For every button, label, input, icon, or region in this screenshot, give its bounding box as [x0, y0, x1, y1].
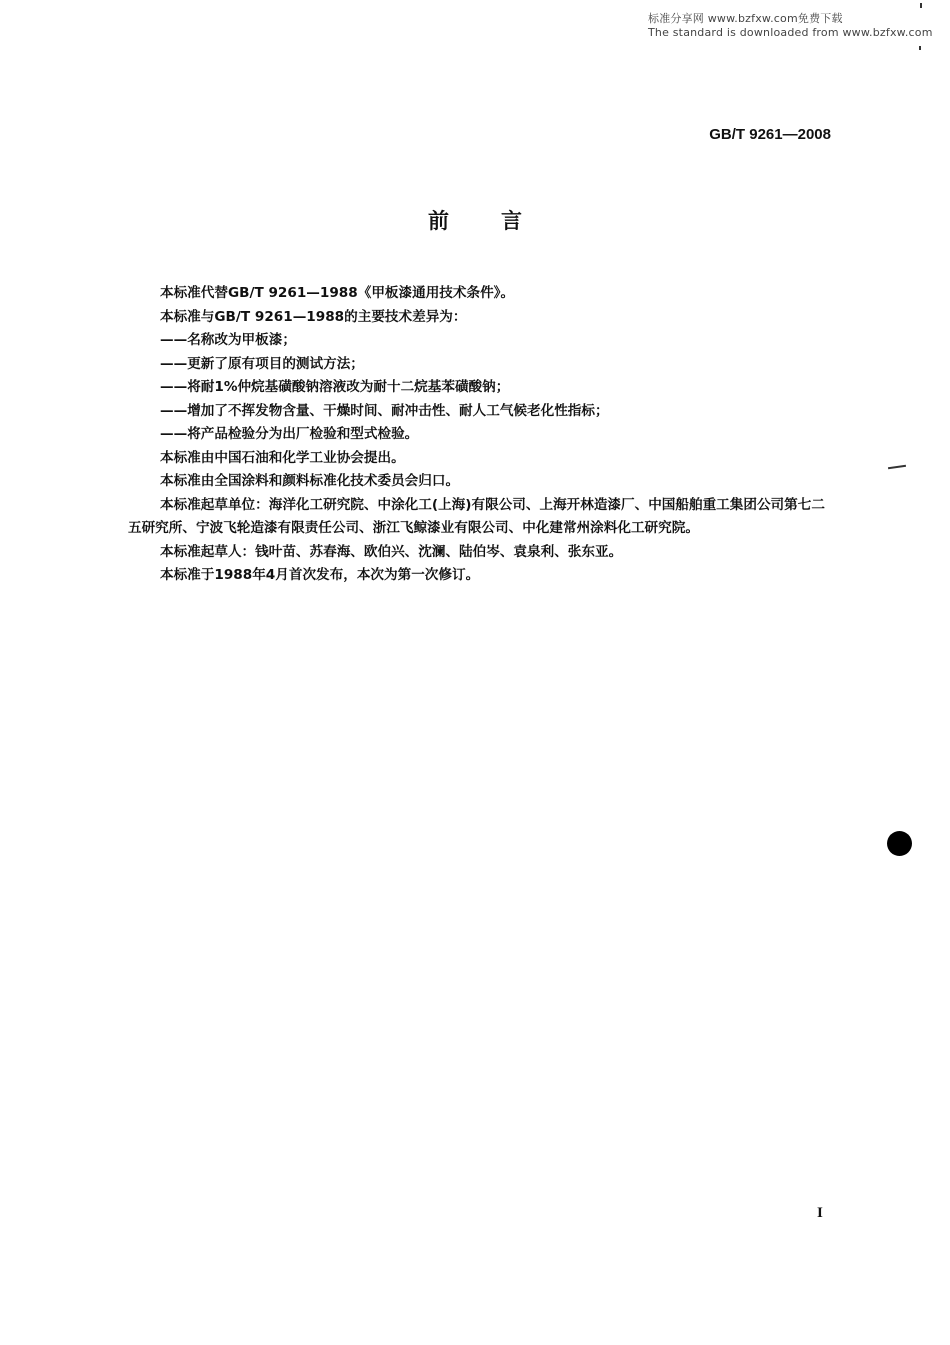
scan-edge-mark: [888, 465, 906, 469]
list-item-test-methods: ——更新了原有项目的测试方法；: [160, 355, 364, 372]
page-number: I: [817, 1205, 823, 1221]
paragraph-centralized-by: 本标准由全国涂料和颜料标准化技术委员会归口。: [160, 473, 460, 489]
scan-dot-mark: [887, 831, 912, 856]
list-item-inspection: ——将产品检验分为出厂检验和型式检验。: [160, 426, 419, 442]
scan-corner-mark: [920, 3, 922, 8]
watermark: [648, 12, 933, 40]
watermark-line-2: The standard is downloaded from www.bzfxw.com: [648, 26, 933, 39]
paragraph-replaces: 本标准代替GB/T 9261—1988《甲板漆通用技术条件》。: [160, 285, 515, 301]
paragraph-differences-intro: 本标准与GB/T 9261—1988的主要技术差异为：: [160, 308, 467, 325]
paragraph-proposed-by: 本标准由中国石油和化学工业协会提出。: [160, 449, 405, 466]
list-item-resistance-change: ——将耐1%仲烷基磺酸钠溶液改为耐十二烷基苯磺酸钠；: [160, 379, 510, 395]
list-item-name-change: ——名称改为甲板漆；: [160, 332, 296, 348]
list-item-added-indicators: ——增加了不挥发物含量、干燥时间、耐冲击性、耐人工气候老化性指标；: [160, 402, 609, 419]
standard-code: GB/T 9261—2008: [709, 126, 831, 143]
page-title: 前言: [428, 209, 574, 233]
paragraph-drafters: 本标准起草人：钱叶苗、苏春海、欧伯兴、沈澜、陆伯岑、袁泉利、张东亚。: [160, 543, 623, 560]
paragraph-publication: 本标准于1988年4月首次发布，本次为第一次修订。: [160, 567, 480, 583]
watermark-line-1: 标准分享网 www.bzfxw.com免费下载: [648, 12, 843, 25]
paragraph-drafting-units: 本标准起草单位：海洋化工研究院、中涂化工(上海)有限公司、上海开林造漆厂、中国船舶重工集团公司第七二五研究所、宁波飞轮造漆有限责任公司、浙江飞鲸漆业有限公司、中化建常州涂料化工研究院。: [128, 496, 825, 536]
scan-corner-mark-2: [919, 46, 921, 50]
document-body: [128, 282, 834, 588]
